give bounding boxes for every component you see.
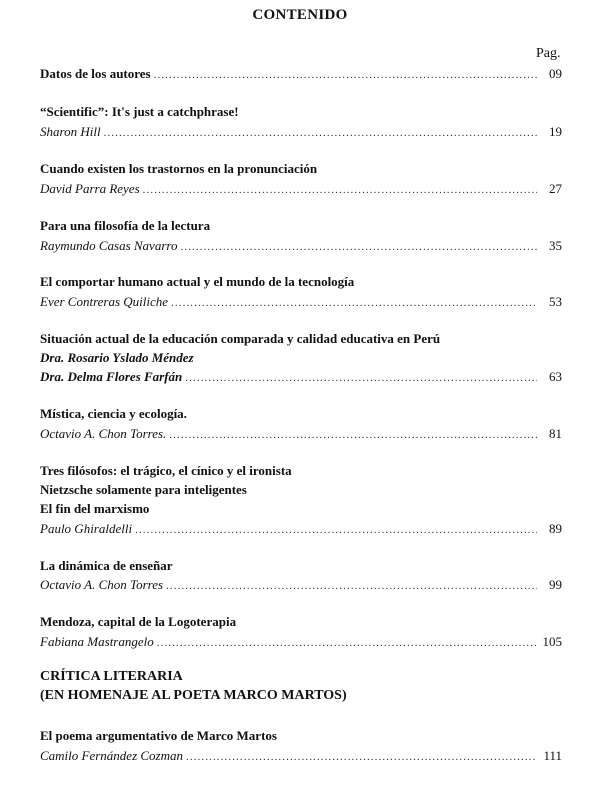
entry-page: 105 [542, 634, 562, 649]
entry-author: Dra. Rosario Yslado Méndez [40, 350, 194, 365]
entry-page: 111 [543, 748, 562, 763]
entry-author: Raymundo Casas Navarro [40, 238, 178, 253]
entry-author: Camilo Fernández Cozman [40, 748, 183, 763]
dot-leader [180, 241, 537, 253]
entry-title: Situación actual de la educación comparada y calidad educativa en Perú [40, 331, 441, 346]
page-title: CONTENIDO [252, 7, 348, 23]
entry-author: Paulo Ghiraldelli [40, 521, 133, 536]
dot-leader [143, 184, 537, 196]
entry-page: 09 [549, 66, 562, 81]
toc-entry-lectura[interactable] [40, 238, 562, 254]
toc-entry-mistica[interactable] [40, 426, 562, 442]
entry-page: 53 [549, 294, 562, 309]
entry-page: 99 [549, 577, 562, 592]
entry-title: Mística, ciencia y ecología. [40, 406, 187, 421]
toc-entry-filosofos[interactable] [40, 521, 562, 537]
entry-author: Octavio A. Chon Torres. [40, 426, 167, 441]
entry-author: David Parra Reyes [40, 181, 140, 196]
entry-title: Cuando existen los trastornos en la pronunciación [40, 161, 318, 176]
entry-page: 19 [549, 124, 562, 139]
toc-entry-poema[interactable] [40, 748, 562, 764]
entry-title: “Scientific”: It's just a catchphrase! [40, 104, 239, 119]
toc-entry-educacion[interactable] [40, 369, 562, 385]
page-column-label: Pag. [536, 46, 561, 61]
toc-entry-scientific[interactable] [40, 124, 562, 140]
section-heading: CRÍTICA LITERARIA [40, 669, 183, 684]
dot-leader [171, 297, 537, 309]
entry-title: El fin del marxismo [40, 501, 150, 516]
entry-author: Fabiana Mastrangelo [40, 634, 154, 649]
entry-page: 89 [549, 521, 562, 536]
entry-author: Dra. Delma Flores Farfán [40, 369, 183, 384]
entry-title: Para una filosofía de la lectura [40, 218, 211, 233]
entry-title: El poema argumentativo de Marco Martos [40, 728, 277, 743]
dot-leader [135, 524, 537, 536]
entry-page: 81 [549, 426, 562, 441]
dot-leader [185, 372, 537, 384]
dot-leader [169, 429, 537, 441]
entry-title: La dinámica de enseñar [40, 558, 173, 573]
entry-title: Mendoza, capital de la Logoterapia [40, 614, 237, 629]
toc-entry-ensenar[interactable] [40, 577, 562, 593]
toc-entry-trastornos[interactable] [40, 181, 562, 197]
toc-entry-autores[interactable] [40, 66, 562, 82]
toc-entry-mendoza[interactable] [40, 634, 562, 650]
dot-leader [154, 69, 537, 81]
entry-page: 27 [549, 181, 562, 196]
entry-title: Nietzsche solamente para inteligentes [40, 482, 247, 497]
entry-author: Ever Contreras Quiliche [40, 294, 169, 309]
entry-title: Tres filósofos: el trágico, el cínico y el ironista [40, 463, 292, 478]
entry-author: Sharon Hill [40, 124, 101, 139]
dot-leader [157, 637, 537, 649]
entry-title: El comportar humano actual y el mundo de la tecnología [40, 274, 355, 289]
section-subheading: (EN HOMENAJE AL POETA MARCO MARTOS) [40, 688, 347, 703]
entry-page: 35 [549, 238, 562, 253]
entry-page: 63 [549, 369, 562, 384]
toc-entry-tecnologia[interactable] [40, 294, 562, 310]
entry-author: Octavio A. Chon Torres [40, 577, 164, 592]
dot-leader [186, 751, 537, 763]
dot-leader [166, 580, 537, 592]
entry-title: Datos de los autores [40, 66, 151, 81]
dot-leader [104, 127, 537, 139]
